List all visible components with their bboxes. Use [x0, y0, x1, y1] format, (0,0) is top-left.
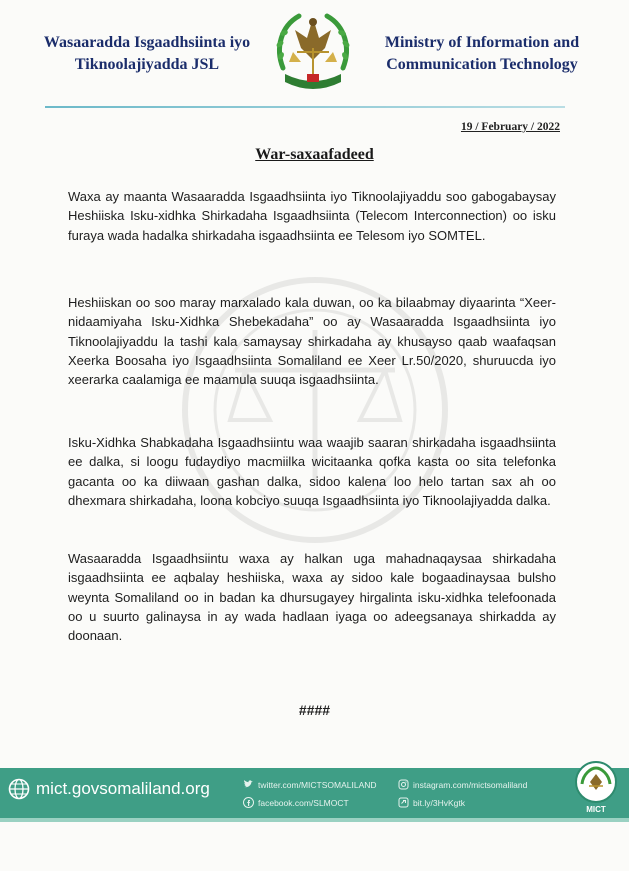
header-right-line2: Communication Technology: [386, 56, 578, 73]
mict-logo: [571, 760, 621, 816]
paragraph-4: Wasaaradda Isgaadhsiintu waxa ay halkan uga mahadnaqaysaa shirkadaha isgaadhsiinta ee aqbalay heshiiska, waxa ay sidoo kale bogaadinaysaa bulsho weynta Somaliland oo in badan ka dhursugayey hirgalinta isku-xidhka telefoonada oo u suurto galinaysa in ay wada hadlaan iyaga oo adeegsanaya shirkadda ay doonaan.: [68, 551, 556, 644]
footer-facebook-link[interactable]: [243, 797, 349, 808]
paragraph-1: Waxa ay maanta Wasaaradda Isgaadhsiinta iyo Tiknoolajiyaddu soo gabogabaysay Heshiiska Isku-xidhka Shirkadaha Isgaadhsiinta (Telecom Interconnection) oo isku furaya wada hadalka shirkadaha isgaadhsiinta ee Telesom iyo SOMTEL.: [68, 189, 556, 243]
header-left-line1: Wasaaradda Isgaadhsiinta iyo: [43, 34, 251, 51]
document-date: 19 / February / 2022: [460, 121, 560, 133]
instagram-handle: instagram.com/mictsomaliland: [413, 779, 528, 790]
globe-icon: [8, 778, 30, 800]
header-english-name: [362, 32, 602, 76]
twitter-handle: twitter.com/MICTSOMALILAND: [258, 779, 377, 790]
website-text: mict.govsomaliland.org: [36, 779, 210, 798]
shortlink-text: bit.ly/3HvKgtk: [413, 797, 465, 808]
header-left-line2: Tiknoolajiyadda JSL: [74, 56, 220, 73]
footer-website-link[interactable]: [8, 778, 210, 800]
header-divider: [45, 106, 565, 108]
mict-logo-text: MICT: [586, 805, 606, 814]
instagram-icon: [398, 779, 409, 790]
footer-stripe: [0, 818, 629, 822]
header-somali-name: [22, 32, 272, 76]
header-right-line1: Ministry of Information and: [384, 34, 580, 51]
footer-shortlink[interactable]: [398, 797, 465, 808]
facebook-handle: facebook.com/SLMOCT: [258, 797, 349, 808]
footer-twitter-link[interactable]: [243, 779, 377, 790]
national-emblem-icon: [271, 8, 355, 98]
document-title: War-saxaafadeed: [255, 146, 374, 163]
paragraph-3: Isku-Xidhka Shabkadaha Isgaadhsiintu waa waajib saaran shirkadaha isgaadhsiinta ee dalka, si loogu fudaydiyo macmiilka wicitaanka qofka kasta oo sita telefonka gacanta oo ka diiwaan gashan dalka, sidoo kalena loo helo tartan sax ah oo dhexmara shirkadaha, loona kobciyo suuqa Isgaadhsiinta iyo Tiknoolajiyadda dalka.: [68, 435, 556, 508]
twitter-icon: [243, 779, 254, 790]
end-mark: ####: [298, 702, 331, 718]
facebook-icon: [243, 797, 254, 808]
link-icon: [398, 797, 409, 808]
paragraph-2: Heshiiskan oo soo maray marxalado kala duwan, oo ka bilaabmay diyaarinta “Xeer-nidaamiyaha Isku-Xidhka Shebekadaha” oo ay Wasaaradda Isgaadhsiinta iyo Tiknoolajiyaddu la tashi kala samaysay shirkadaha ay khusayso qaab waafaqsan Xeerka Boosaha iyo Isgaadhsiinta Somaliland ee Xeer Lr.50/2020, shuruucda iyo xeerarka caalamiga ee maamula suuqa isgaadhsiinta.: [68, 295, 556, 388]
footer-instagram-link[interactable]: [398, 779, 527, 790]
